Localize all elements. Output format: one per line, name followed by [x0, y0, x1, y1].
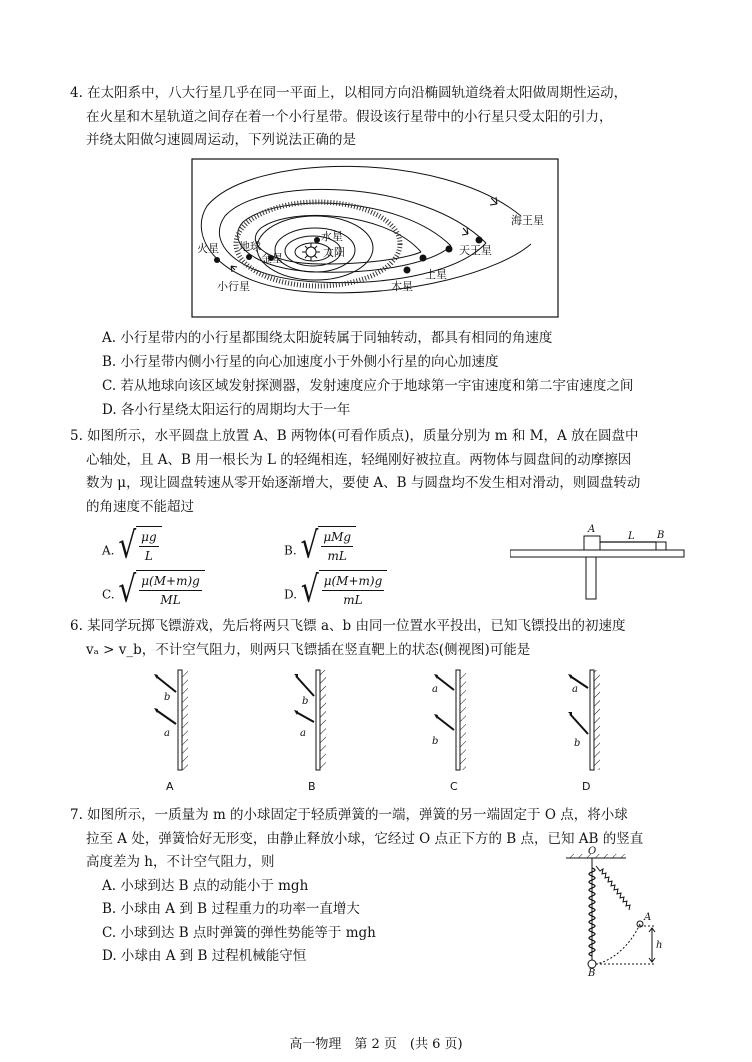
label-uranus: 天王星 — [459, 244, 492, 257]
label-sun: 太阳 — [323, 246, 345, 259]
label-neptune: 海王星 — [511, 214, 544, 227]
label-asteroids: 小行星 — [217, 280, 250, 293]
label-jupiter: 木星 — [391, 280, 413, 293]
q7-option-a: A. 小球到达 B 点的动能小于 mgh — [102, 878, 309, 894]
panel-letter: C — [450, 780, 458, 793]
page-footer: 高一物理 第 2 页 (共 6 页) — [289, 1037, 463, 1052]
q7-option-b: B. 小球由 A 到 B 过程重力的功率一直增大 — [102, 901, 360, 917]
q5-line-4: 的角速度不能超过 — [86, 499, 194, 515]
label-O: O — [588, 846, 597, 857]
q4-line-2: 在火星和木星轨道之间存在着一个小行星带。假设该行星带中的小行星只受太阳的引力， — [86, 109, 613, 125]
dart-panel-d — [568, 670, 600, 793]
q7-line-1: 7. 如图所示，一质量为 m 的小球固定于轻质弹簧的一端，弹簧的另一端固定于 O 点，将小球 — [70, 807, 628, 823]
label-B: B — [657, 530, 665, 541]
q4-line-1: 4. 在太阳系中，八大行星几乎在同一平面上，以相同方向沿椭圆轨道绕着太阳做周期性运动， — [70, 85, 628, 101]
dart-label: b — [574, 738, 581, 749]
q7-option-c: C. 小球到达 B 点时弹簧的弹性势能等于 mgh — [102, 925, 376, 941]
q6-line-2: vₐ > v_b，不计空气阻力，则两只飞镖插在竖直靶上的状态(侧视图)可能是 — [86, 642, 531, 658]
panel-letter: D — [582, 780, 591, 793]
spring-figure — [556, 846, 668, 976]
label-B: B — [588, 968, 596, 976]
dart-label: a — [432, 684, 438, 695]
q5-option-b: B. √ $\frac{\text{μMg}}{mL}$ — [284, 526, 356, 565]
q7-option-d: D. 小球由 A 到 B 过程机械能守恒 — [102, 948, 307, 964]
label-h: h — [656, 940, 663, 951]
q5-option-d: D. √ $\frac{\mu(M+m)g}{mL}$ — [284, 570, 387, 609]
dart-label: b — [302, 696, 309, 707]
dart-panel-c — [432, 670, 466, 793]
label-mars: 火星 — [197, 242, 219, 255]
label-venus: 金星 — [261, 252, 283, 265]
q4-option-c: C. 若从地球向该区域发射探测器，发射速度应介于地球第一宇宙速度和第二宇宙速度之间 — [102, 378, 634, 394]
dart-label: a — [164, 728, 170, 739]
q4-option-d: D. 各小行星绕太阳运行的周期均大于一年 — [102, 402, 351, 418]
q5-option-a: A. √ $\frac{\mu g}{L}$ — [102, 526, 162, 565]
q5-line-3: 数为 μ，现让圆盘转速从零开始逐渐增大，要使 A、B 与圆盘均不发生相对滑动，则圆盘转动 — [86, 475, 641, 491]
label-earth: 地球 — [239, 240, 261, 253]
q4-option-a: A. 小行星带内的小行星都围绕太阳旋转属于同轴转动，都具有相同的角速度 — [102, 330, 553, 346]
dart-label: a — [572, 684, 578, 695]
solar-system-figure — [191, 158, 559, 318]
dart-panel-b — [294, 670, 326, 793]
q5-line-2: 心轴处，且 A、B 用一根长为 L 的轻绳相连，轻绳刚好被拉直。两物体与圆盘间的动摩擦因 — [86, 452, 632, 468]
q5-line-1: 5. 如图所示，水平圆盘上放置 A、B 两物体(可看作质点)，质量分别为 m 和 M，A 放在圆盘中 — [70, 428, 639, 444]
turntable-figure — [510, 522, 686, 602]
label-saturn: 土星 — [425, 268, 447, 281]
q7-line-2: 拉至 A 处，弹簧恰好无形变，由静止释放小球，它经过 O 点正下方的 B 点，已知 AB 的竖直 — [86, 831, 644, 847]
label-A: A — [644, 912, 652, 923]
darts-figure — [140, 668, 610, 794]
dart-label: a — [300, 728, 306, 739]
dart-label: b — [164, 692, 171, 703]
label-mercury: 水星 — [321, 230, 343, 243]
label-A: A — [588, 524, 596, 535]
label-L: L — [628, 531, 635, 542]
q5-option-c: C. √ $\frac{\mu(M+m)g}{ML}$ — [102, 570, 205, 609]
q4-line-3: 并绕太阳做匀速圆周运动，下列说法正确的是 — [86, 132, 356, 148]
panel-letter: A — [166, 780, 174, 793]
q6-line-1: 6. 某同学玩掷飞镖游戏，先后将两只飞镖 a、b 由同一位置水平投出，已知飞镖投出的初速度 — [70, 618, 626, 634]
q7-line-3: 高度差为 h，不计空气阻力，则 — [86, 854, 275, 870]
q4-option-b: B. 小行星带内侧小行星的向心加速度小于外侧小行星的向心加速度 — [102, 354, 499, 370]
panel-letter: B — [308, 780, 316, 793]
dart-label: b — [432, 736, 439, 747]
dart-panel-a — [154, 670, 188, 793]
